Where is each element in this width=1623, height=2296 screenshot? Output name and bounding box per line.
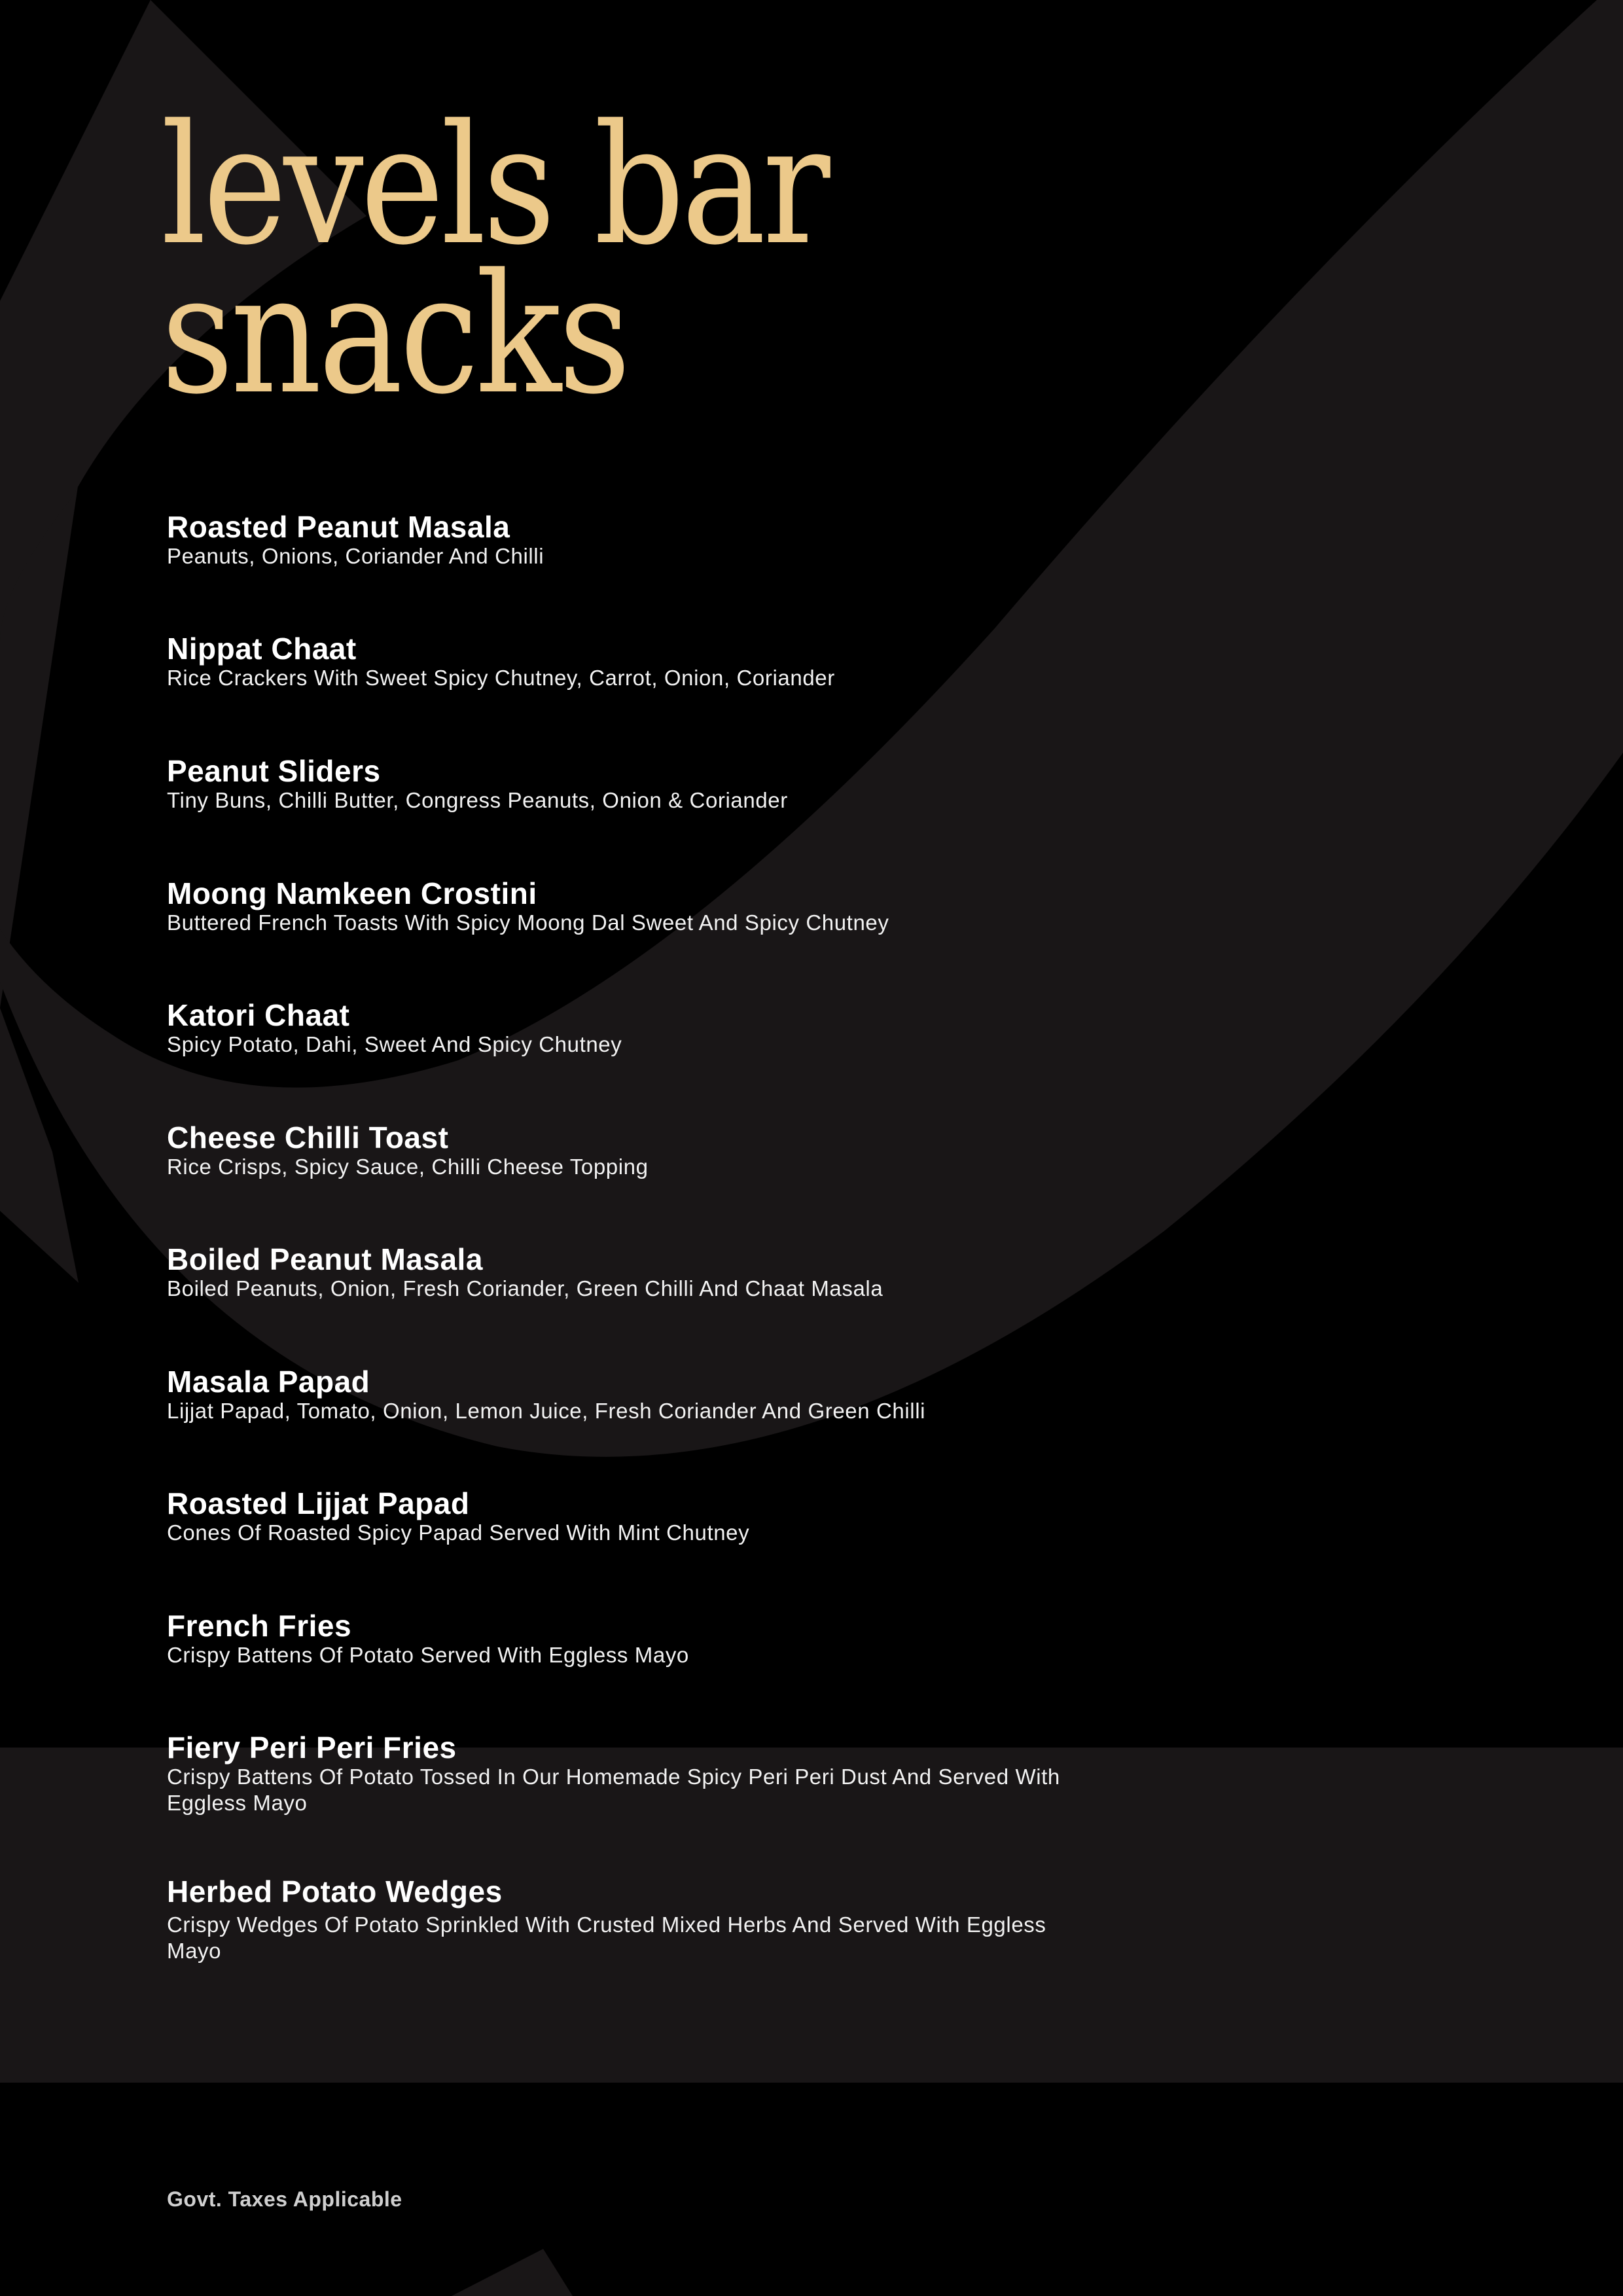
menu-item-description: Lijjat Papad, Tomato, Onion, Lemon Juice, Fresh Coriander And Green Chilli bbox=[167, 1399, 926, 1423]
menu-item-description: Cones Of Roasted Spicy Papad Served With Mint Chutney bbox=[167, 1520, 750, 1545]
menu-item bbox=[167, 1731, 1096, 1816]
menu-item-name: Masala Papad bbox=[167, 1365, 370, 1399]
menu-item-name: Peanut Sliders bbox=[167, 754, 381, 788]
menu-item-name: Herbed Potato Wedges bbox=[167, 1874, 503, 1909]
menu-item bbox=[167, 1243, 1096, 1302]
menu-item bbox=[167, 1487, 1096, 1546]
menu-item-description: Boiled Peanuts, Onion, Fresh Coriander, Green Chilli And Chaat Masala bbox=[167, 1276, 883, 1300]
menu-item bbox=[167, 877, 1096, 936]
menu-item-description: Rice Crisps, Spicy Sauce, Chilli Cheese Topping bbox=[167, 1155, 649, 1179]
menu-item-description: Crispy Wedges Of Potato Sprinkled With Crusted Mixed Herbs And Served With Eggless Mayo bbox=[167, 1912, 1046, 1963]
menu-item-description: Tiny Buns, Chilli Butter, Congress Peanuts, Onion & Coriander bbox=[167, 788, 788, 812]
menu-item-description: Crispy Battens Of Potato Served With Eggless Mayo bbox=[167, 1643, 689, 1667]
menu-item bbox=[167, 632, 1096, 691]
menu-item-name: Moong Namkeen Crostini bbox=[167, 876, 537, 910]
menu-item-name: Roasted Lijjat Papad bbox=[167, 1486, 470, 1520]
menu-item bbox=[167, 1875, 1096, 1964]
menu-item-description: Crispy Battens Of Potato Tossed In Our Homemade Spicy Peri Peri Dust And Served With Eggless Mayo bbox=[167, 1765, 1060, 1815]
menu-item bbox=[167, 1365, 1096, 1424]
menu-item-name: Katori Chaat bbox=[167, 998, 350, 1032]
menu-item-description: Rice Crackers With Sweet Spicy Chutney, Carrot, Onion, Coriander bbox=[167, 666, 835, 690]
menu-item-name: French Fries bbox=[167, 1609, 352, 1643]
menu-item-description: Peanuts, Onions, Coriander And Chilli bbox=[167, 544, 544, 568]
menu-item-name: Nippat Chaat bbox=[167, 632, 357, 666]
menu-item-description: Buttered French Toasts With Spicy Moong Dal Sweet And Spicy Chutney bbox=[167, 910, 889, 935]
menu-item-name: Roasted Peanut Masala bbox=[167, 510, 510, 544]
menu-item bbox=[167, 511, 1096, 569]
menu-item bbox=[167, 755, 1096, 814]
menu-item-name: Boiled Peanut Masala bbox=[167, 1242, 483, 1276]
menu-item bbox=[167, 1121, 1096, 1180]
menu-item-name: Cheese Chilli Toast bbox=[167, 1121, 449, 1155]
menu-item bbox=[167, 999, 1096, 1058]
menu-item-name: Fiery Peri Peri Fries bbox=[167, 1731, 457, 1765]
title-line-2: snacks bbox=[161, 239, 628, 431]
menu-item bbox=[167, 1609, 1096, 1668]
title-line-1: levels bar bbox=[161, 90, 827, 281]
menu-item-description: Spicy Potato, Dahi, Sweet And Spicy Chutney bbox=[167, 1032, 622, 1056]
tax-note: Govt. Taxes Applicable bbox=[167, 2187, 402, 2211]
